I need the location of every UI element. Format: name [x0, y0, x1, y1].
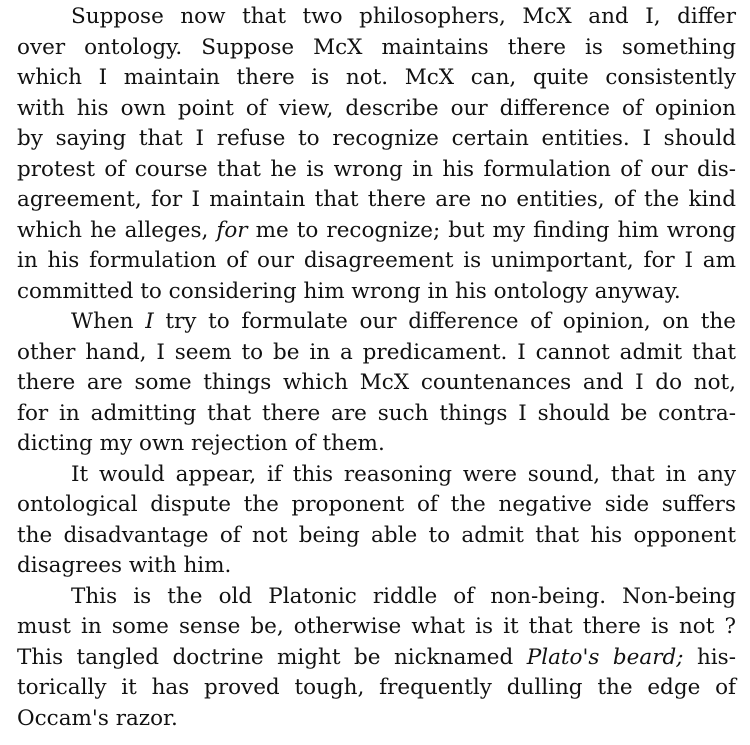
paragraph: [17, 2, 736, 307]
text-line: [17, 155, 736, 186]
paragraph: [17, 460, 736, 582]
paragraph: [17, 582, 736, 735]
text-line: [17, 612, 736, 643]
text-run: must in some sense be, otherwise what is it that there is not ?: [17, 614, 736, 639]
text-line: [17, 643, 736, 674]
text-line: [17, 429, 736, 460]
text-line: [17, 551, 736, 582]
text-run: try to formulate our difference of opinion, on the: [153, 309, 736, 334]
text-run: the disadvantage of not being able to admit that his opponent: [17, 522, 736, 548]
paragraph: [17, 307, 736, 460]
text-run: which I maintain there is not. McX can, quite consistently: [17, 65, 736, 90]
text-run: with his own point of view, describe our difference of opinion: [17, 95, 736, 121]
italic-text: Plato's beard;: [526, 644, 684, 670]
text-run: torically it has proved tough, frequently dulling the edge of: [17, 675, 736, 700]
text-run: committed to considering him wrong in his ontology anyway.: [17, 278, 681, 304]
text-line: [17, 399, 736, 430]
text-run: When: [71, 309, 146, 334]
text-run: Occam's razor.: [17, 705, 178, 731]
text-line: [17, 307, 736, 338]
text-line: [17, 490, 736, 521]
text-line: [17, 368, 736, 399]
text-line: [17, 94, 736, 125]
italic-text: I: [145, 309, 154, 334]
text-run: by saying that I refuse to recognize certain entities. I should: [17, 126, 736, 151]
text-line: [17, 338, 736, 369]
text-run: which he alleges,: [17, 217, 217, 243]
text-run: his-: [683, 644, 736, 670]
text-run: in his formulation of our disagreement is unimportant, for I am: [17, 248, 736, 273]
text-run: This is the old Platonic riddle of non-being. Non-being: [71, 583, 736, 609]
text-run: Suppose now that two philosophers, McX and I, differ: [71, 4, 736, 29]
text-line: [17, 246, 736, 277]
text-run: dicting my own rejection of them.: [17, 431, 385, 456]
text-run: for in admitting that there are such things I should be contra-: [17, 400, 736, 426]
text-run: ontological dispute the proponent of the negative side suffers: [17, 492, 736, 517]
text-line: [17, 460, 736, 491]
text-line: [17, 124, 736, 155]
text-line: [17, 63, 736, 94]
text-run: agreement, for I maintain that there are no entities, of the kind: [17, 187, 736, 212]
text-line: [17, 33, 736, 64]
text-line: [17, 277, 736, 308]
text-line: [17, 704, 736, 735]
text-run: there are some things which McX countenances and I do not,: [17, 370, 736, 395]
text-line: [17, 2, 736, 33]
italic-text: for: [216, 217, 248, 243]
text-line: [17, 185, 736, 216]
text-line: [17, 521, 736, 552]
text-line: [17, 582, 736, 613]
text-run: It would appear, if this reasoning were sound, that in any: [71, 461, 736, 487]
text-run: other hand, I seem to be in a predicament. I cannot admit that: [17, 339, 736, 365]
text-run: me to recognize; but my finding him wrong: [247, 217, 736, 243]
text-run: This tangled doctrine might be nicknamed: [17, 644, 527, 670]
text-run: protest of course that he is wrong in his formulation of our dis-: [17, 156, 736, 182]
text-line: [17, 673, 736, 704]
document-body: [17, 2, 736, 734]
text-run: over ontology. Suppose McX maintains there is something: [17, 34, 736, 60]
text-run: disagrees with him.: [17, 553, 232, 578]
text-line: [17, 216, 736, 247]
